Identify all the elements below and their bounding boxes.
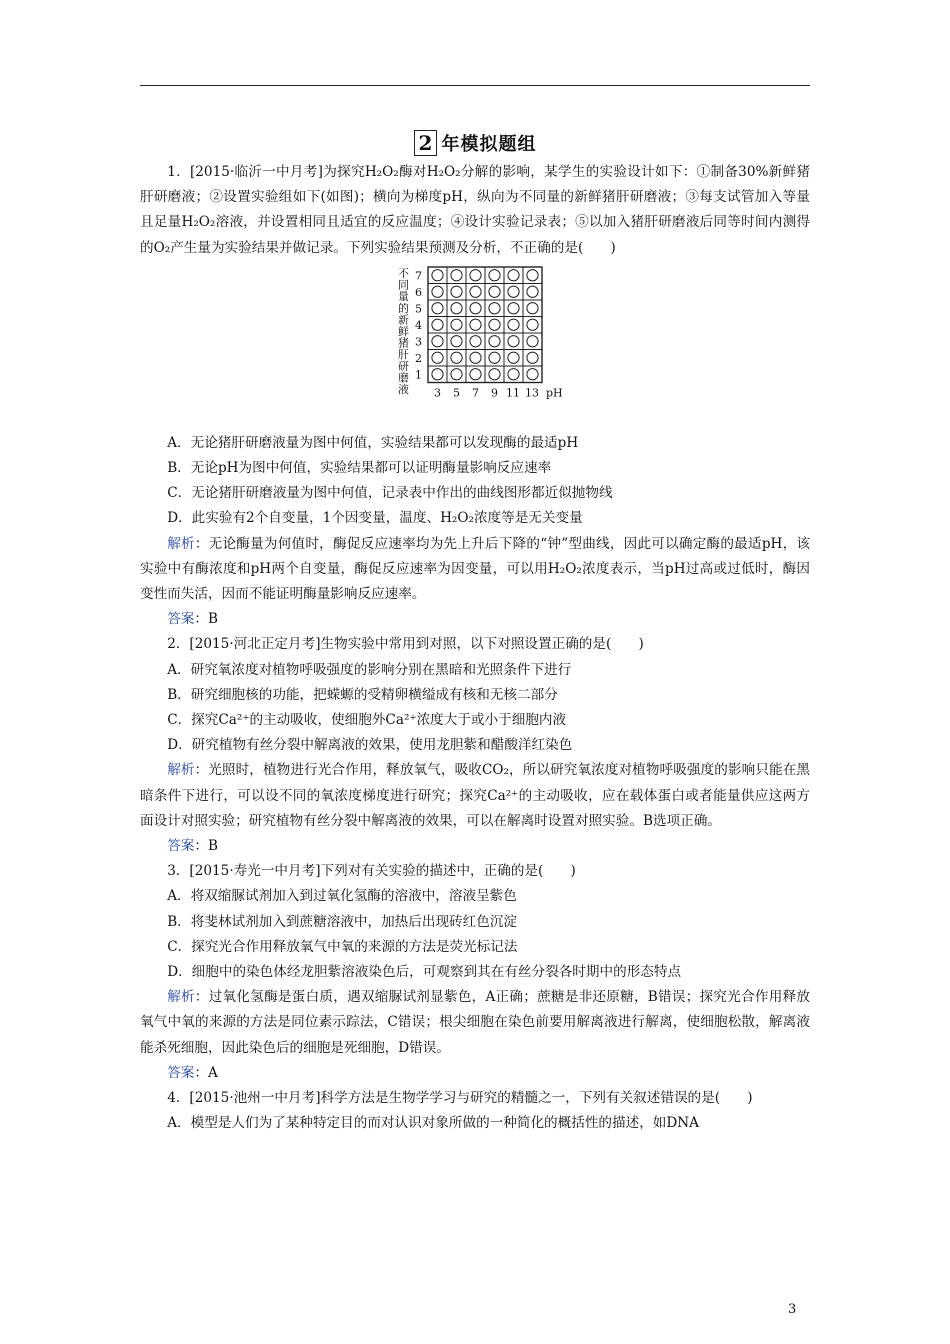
test-tube-circle — [432, 335, 443, 346]
question-3-option-d: D．细胞中的染色体经龙胆紫溶液染色后，可观察到其在有丝分裂各时期中的形态特点 — [167, 964, 682, 981]
question-4-text: 4．[2015·池州一中月考]科学方法是生物学学习与研究的精髓之一，下列有关叙述错误的是( ) — [167, 1090, 753, 1107]
question-1-option-b: B．无论pH为图中何值，实验结果都可以证明酶量影响反应速率 — [167, 460, 552, 477]
test-tube-circle — [508, 302, 519, 313]
test-tube-circle — [432, 368, 443, 379]
y-tick-label: 1 — [415, 368, 422, 382]
x-axis-unit: pH — [546, 386, 563, 400]
question-2-answer — [140, 834, 810, 859]
test-tube-circle — [451, 319, 462, 330]
question-3-option-a: A．将双缩脲试剂加入到过氧化氢酶的溶液中，溶液呈紫色 — [167, 888, 517, 905]
analysis-label: 解析 — [167, 535, 195, 552]
test-tube-circle — [489, 286, 500, 297]
question-3-analysis — [140, 985, 810, 1061]
question-2-analysis — [140, 758, 810, 834]
analysis-label: 解析 — [167, 989, 195, 1006]
test-tube-circle — [489, 368, 500, 379]
y-tick-label: 4 — [415, 318, 422, 332]
test-tube-circle — [432, 269, 443, 280]
test-tube-circle — [527, 302, 538, 313]
x-tick-label: 3 — [434, 386, 441, 400]
test-tube-circle — [527, 269, 538, 280]
test-tube-circle — [470, 368, 481, 379]
test-tube-circle — [470, 302, 481, 313]
test-tube-circle — [527, 352, 538, 363]
test-tube-circle — [527, 319, 538, 330]
y-axis-label-char: 肝 — [398, 348, 409, 362]
y-axis-label-char: 的 — [398, 301, 409, 315]
question-2-option-c: C．探究Ca²⁺的主动吸收，使细胞外Ca²⁺浓度大于或小于细胞内液 — [167, 712, 567, 729]
test-tube-circle — [451, 335, 462, 346]
test-tube-circle — [470, 352, 481, 363]
answer-label: 答案 — [167, 838, 195, 855]
answer-text: ：B — [194, 838, 218, 855]
test-tube-circle — [451, 286, 462, 297]
y-axis-label-char: 不 — [398, 266, 409, 280]
x-tick-label: 11 — [506, 386, 520, 400]
test-tube-circle — [527, 335, 538, 346]
analysis-label: 解析 — [167, 762, 195, 779]
analysis-text: ：光照时，植物进行光合作用，释放氧气，吸收CO₂，所以研究氧浓度对植物呼吸强度的影响只能在黑暗条件下进行，可以设不同的氧浓度梯度进行研究；探究Ca²⁺的主动吸收，应在载体蛋白或者能量供应这两方面设计对照实验；研究植物有丝分裂中解离液的效果，可以在解离时设置对照实验。B选项正确。 — [140, 762, 810, 829]
y-tick-label: 3 — [415, 335, 422, 349]
experiment-grid — [140, 261, 810, 431]
question-1-analysis — [140, 532, 810, 608]
y-tick-label: 5 — [415, 302, 422, 316]
test-tube-circle — [470, 319, 481, 330]
y-axis-label-char: 新 — [398, 313, 409, 327]
question-2-option-a: A．研究氧浓度对植物呼吸强度的影响分别在黑暗和光照条件下进行 — [167, 661, 572, 678]
test-tube-circle — [489, 352, 500, 363]
y-axis-label-char: 猪 — [398, 336, 409, 350]
question-3-text: 3．[2015·寿光一中月考]下列对有关实验的描述中，正确的是( ) — [167, 863, 576, 880]
section-number: 2 — [414, 130, 438, 156]
section-title: 年模拟题组 — [441, 134, 537, 155]
analysis-text: ：无论酶量为何值时，酶促反应速率均为先上升后下降的“钟”型曲线，因此可以确定酶的最适pH，该实验中有酶浓度和pH两个自变量，酶促反应速率为因变量，可以用H₂O₂浓度表示，当pH过高或过低时，酶因变性而失活，因而不能证明酶量影响反应速率。 — [140, 535, 811, 603]
test-tube-circle — [432, 319, 443, 330]
test-tube-circle — [451, 302, 462, 313]
test-tube-circle — [451, 269, 462, 280]
y-axis-label-char: 研 — [398, 359, 409, 373]
question-1-answer — [140, 607, 810, 632]
test-tube-circle — [432, 302, 443, 313]
y-tick-label: 6 — [415, 285, 422, 299]
y-tick-label: 2 — [415, 351, 422, 365]
analysis-text: ：过氧化氢酶是蛋白质，遇双缩脲试剂显紫色，A正确；蔗糖是非还原糖，B错误；探究光合作用释放氧气中氧的来源的方法是同位素示踪法，C错误；根尖细胞在染色前要用解离液进行解离，使细胞松散，解离液能杀死细胞，因此染色后的细胞是死细胞，D错误。 — [140, 989, 811, 1056]
question-1-option-d: D．此实验有2个自变量，1个因变量，温度、H₂O₂浓度等是无关变量 — [167, 510, 583, 527]
header-rule — [140, 85, 810, 86]
question-3-option-c: C．探究光合作用释放氧气中氧的来源的方法是荧光标记法 — [167, 938, 518, 955]
question-3-answer — [140, 1061, 810, 1086]
test-tube-circle — [489, 335, 500, 346]
test-tube-circle — [527, 368, 538, 379]
x-tick-label: 13 — [525, 386, 539, 400]
question-1-option-a: A．无论猪肝研磨液量为图中何值，实验结果都可以发现酶的最适pH — [167, 434, 579, 451]
test-tube-circle — [451, 352, 462, 363]
test-tube-circle — [508, 335, 519, 346]
document-body — [140, 160, 810, 1137]
page-number: 3 — [788, 1302, 797, 1317]
test-tube-circle — [432, 286, 443, 297]
test-tube-circle — [489, 269, 500, 280]
question-2-text: 2．[2015·河北正定月考]生物实验中常用到对照，以下对照设置正确的是( ) — [167, 636, 644, 653]
test-tube-circle — [489, 319, 500, 330]
x-tick-label: 5 — [453, 386, 460, 400]
question-3-option-b: B．将斐林试剂加入到蔗糖溶液中，加热后出现砖红色沉淀 — [167, 913, 518, 930]
test-tube-circle — [508, 368, 519, 379]
section-heading — [0, 130, 950, 156]
answer-label: 答案 — [167, 611, 195, 628]
test-tube-circle — [470, 335, 481, 346]
y-axis-label-char: 量 — [398, 290, 409, 304]
y-axis-label-char: 磨 — [398, 371, 409, 385]
answer-text: ：B — [194, 611, 218, 628]
experiment-grid-figure — [140, 261, 810, 431]
y-axis-label-char: 液 — [398, 382, 409, 396]
question-4-option-a: A．模型是人们为了某种特定目的而对认识对象所做的一种简化的概括性的描述，如DNA — [167, 1115, 699, 1132]
y-axis-label-char: 鲜 — [398, 324, 409, 338]
answer-text: ：A — [194, 1064, 218, 1081]
test-tube-circle — [470, 269, 481, 280]
test-tube-circle — [508, 269, 519, 280]
test-tube-circle — [508, 319, 519, 330]
test-tube-circle — [489, 302, 500, 313]
test-tube-circle — [527, 286, 538, 297]
x-tick-label: 7 — [472, 386, 479, 400]
y-axis-label-char: 同 — [398, 278, 409, 292]
question-2-option-b: B．研究细胞核的功能，把蝾螈的受精卵横缢成有核和无核二部分 — [167, 686, 558, 703]
test-tube-circle — [451, 368, 462, 379]
x-tick-label: 9 — [491, 386, 498, 400]
test-tube-circle — [470, 286, 481, 297]
test-tube-circle — [508, 286, 519, 297]
y-tick-label: 7 — [415, 269, 422, 283]
answer-label: 答案 — [167, 1064, 195, 1081]
question-2-option-d: D．研究植物有丝分裂中解离液的效果，使用龙胆紫和醋酸洋红染色 — [167, 737, 573, 754]
test-tube-circle — [508, 352, 519, 363]
question-1-option-c: C．无论猪肝研磨液量为图中何值，记录表中作出的曲线图形都近似抛物线 — [167, 485, 613, 502]
test-tube-circle — [432, 352, 443, 363]
question-1-text: 1．[2015·临沂一中月考]为探究H₂O₂酶对H₂O₂分解的影响，某学生的实验设计如下：①制备30%新鲜猪肝研磨液；②设置实验组如下(如图)；横向为梯度pH，纵向为不同量的新鲜猪肝研磨液；③每支试管加入等量且足量H₂O₂溶液，并设置相同且适宜的反应温度；④设计实验记录表；⑤以加入猪肝研磨液后同等时间内测得的O₂产生量为实验结果并做记录。下列实验结果预测及分析，不正确的是( ) — [140, 164, 810, 256]
